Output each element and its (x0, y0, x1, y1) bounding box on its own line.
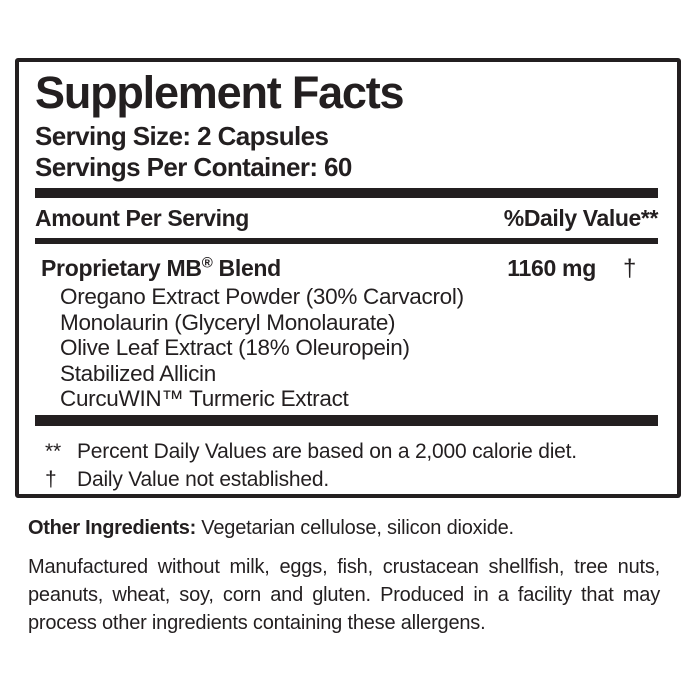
ingredient-item: Stabilized Allicin (60, 360, 216, 386)
footnotes (35, 439, 658, 492)
other-ingredients-text: Vegetarian cellulose, silicon dioxide. (195, 517, 514, 539)
blend-daily-value-dagger: † (622, 255, 636, 282)
servings-per-container: Servings Per Container: 60 (35, 152, 352, 182)
ingredient-item: Olive Leaf Extract (18% Oleuropein) (60, 335, 410, 360)
other-ingredients-line (28, 515, 672, 541)
column-header-row (35, 198, 658, 238)
serving-size: Serving Size: 2 Capsules (35, 121, 329, 151)
blend-ingredients-list (35, 284, 658, 412)
dagger-symbol: † (45, 467, 57, 491)
divider-thin (35, 238, 658, 244)
footnote-not-established (35, 467, 658, 492)
blend-name-text: Proprietary MB (41, 255, 202, 281)
blend-name-suffix: Blend (212, 255, 281, 281)
divider-thick-bottom (35, 415, 658, 426)
ingredient-item: Monolaurin (Glyceryl Monolaurate) (60, 309, 396, 335)
other-ingredients-label: Other Ingredients: (28, 517, 196, 539)
footnote-text: Daily Value not established. (77, 467, 329, 491)
blend-name (35, 255, 281, 281)
footnote-daily-values (35, 439, 658, 464)
footnote-text: Percent Daily Values are based on a 2,000 calorie diet. (77, 439, 577, 463)
ingredient-item: CurcuWIN™ Turmeric Extract (60, 386, 349, 411)
blend-amount: 1160 mg (507, 255, 596, 281)
divider-thick-top (35, 188, 658, 198)
registered-mark: ® (201, 254, 213, 272)
allergen-statement: Manufactured without milk, eggs, fish, crustacean shellfish, tree nuts, peanuts, wheat, soy, corn and gluten. Produced in a facility that may process other ingredients containing these allergens. (28, 556, 660, 634)
ingredient-item: Oregano Extract Powder (30% Carvacrol) (60, 284, 464, 309)
amount-per-serving-header: Amount Per Serving (35, 205, 249, 231)
supplement-facts-panel (15, 58, 681, 498)
asterisks-symbol: ** (45, 439, 61, 463)
panel-title: Supplement Facts (35, 67, 404, 118)
blend-amount-group (507, 255, 658, 282)
daily-value-header: %Daily Value** (503, 205, 658, 231)
blend-row (35, 255, 658, 282)
